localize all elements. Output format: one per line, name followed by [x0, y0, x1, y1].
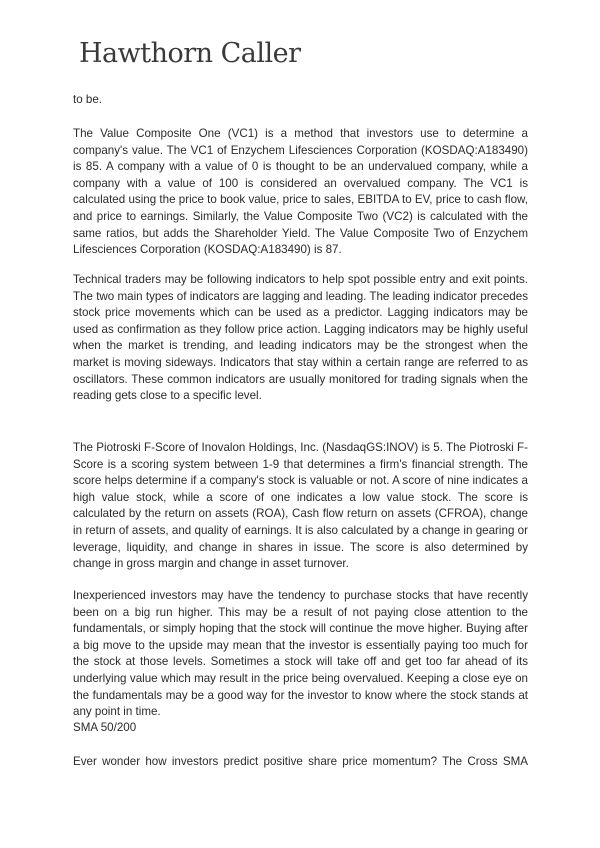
paragraph-text: Technical traders may be following indicators to help spot possible entry and exit points. The two main types of indicators are lagging and leading. The leading indicator precedes stock price movements which can be used as a predictor. Lagging indicators may be used as confirmation as they follow price action. Lagging indicators may be highly useful when the market is trending, and leading indicators may be the strongest when the market is moving sideways. Indicators that stay within a certain range are referred to as oscillators. These common indicators are usually monitored for trading signals when the reading gets close to a specific level. — [73, 273, 528, 403]
section-heading: SMA 50/200 — [73, 721, 137, 734]
section-heading-sma — [73, 720, 528, 737]
paragraph-value-composite — [73, 126, 528, 259]
paragraph-inexperienced-investors — [73, 588, 528, 721]
paragraph-text: The Value Composite One (VC1) is a method that investors use to determine a company's value. The VC1 of Enzychem Lifesciences Corporation (KOSDAQ:A183490) is 85. A company with a value of 0 is thought to be an undervalued company, while a company with a value of 100 is considered an overvalued company. The VC1 is calculated using the price to book value, price to sales, EBITDA to EV, price to cash flow, and price to earnings. Similarly, the Value Composite Two (VC2) is calculated with the same ratios, but adds the Shareholder Yield. The Value Composite Two of Enzychem Lifesciences Corporation (KOSDAQ:A183490) is 87. — [73, 127, 528, 257]
paragraph-technical-indicators — [73, 272, 528, 405]
publication-masthead: Hawthorn Caller — [79, 38, 301, 69]
paragraph-continuation: to be. — [73, 93, 103, 106]
paragraph-cross-sma — [73, 754, 528, 771]
paragraph-text: Inexperienced investors may have the tendency to purchase stocks that have recently been on a big run higher. This may be a result of not paying close attention to the fundamentals, or simply hoping that the stock will continue the move higher. Buying after a big move to the upside may mean that the investor is essentially paying too much for the stock at those levels. Sometimes a stock will take off and get too far ahead of its underlying value which may result in the price being overvalued. Keeping a close eye on the fundamentals may be a good way for the investor to know where the stock stands at any point in time. — [73, 589, 528, 719]
paragraph-piotroski-fscore — [73, 440, 528, 573]
continuation-text — [73, 92, 528, 109]
paragraph-text: The Piotroski F-Score of Inovalon Holdings, Inc. (NasdaqGS:INOV) is 5. The Piotroski F-Score is a scoring system between 1-9 that determines a firm's financial strength. The score helps determine if a company's stock is valuable or not. A score of nine indicates a high value stock, while a score of one indicates a low value stock. The score is calculated by the return on assets (ROA), Cash flow return on assets (CFROA), change in return of assets, and quality of earnings. It is also calculated by a change in gearing or leverage, liquidity, and change in shares in issue. The score is also determined by change in gross margin and change in asset turnover. — [73, 441, 528, 571]
paragraph-text: Ever wonder how investors predict positive share price momentum? The Cross SMA — [73, 755, 528, 768]
